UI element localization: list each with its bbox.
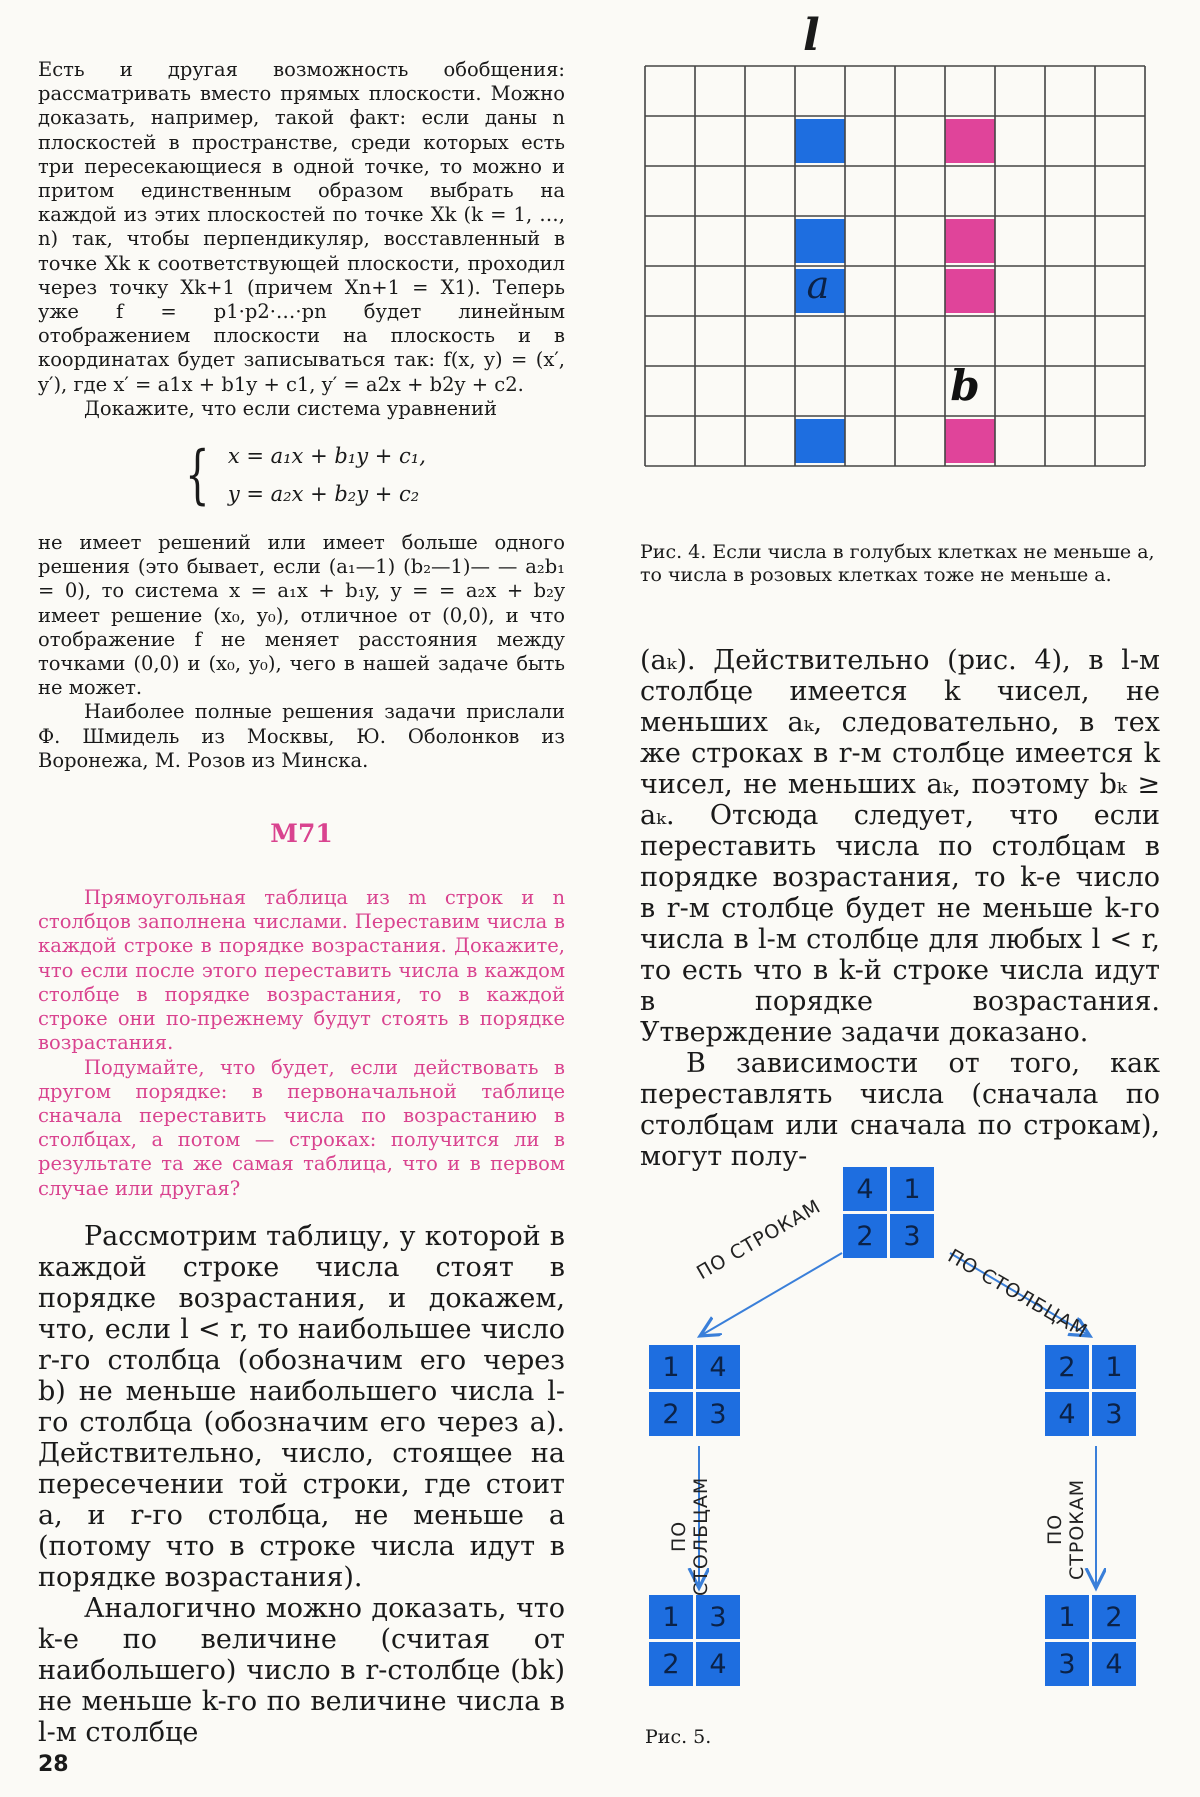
- table-cell: 3: [1045, 1642, 1089, 1686]
- table-cell: 1: [1045, 1595, 1089, 1639]
- table-cell: 1: [649, 1595, 693, 1639]
- paragraph-solvers: Наиболее полные решения задачи прислали Ф. Шмидель из Москвы, Ю. Оболонков из Воронежа, М. Розов из Минска.: [38, 700, 565, 772]
- figure-5-table-right-result: [1045, 1595, 1136, 1686]
- table-cell: 4: [843, 1167, 887, 1211]
- table-cell: 1: [890, 1167, 934, 1211]
- label-down-by-rows-1: ПО: [1044, 1513, 1066, 1546]
- figure-5-table-cols-sorted: [1045, 1345, 1136, 1436]
- problem-statement: Прямоугольная таблица из m строк и n столбцов заполнена числами. Переставим числа в каждой строке в порядке возрастания. Докажите, что если после этого переставить числа в каждом столбце в порядке возрастания, то в каждой строке они по-прежнему будут стоять в порядке возрастания.: [38, 886, 565, 1055]
- figure-4-label-a: a: [806, 263, 830, 307]
- brace-symbol: {: [185, 438, 210, 513]
- table-cell: 2: [1045, 1345, 1089, 1389]
- table-cell: 1: [1092, 1345, 1136, 1389]
- label-by-columns: ПО СТОЛБЦАМ: [944, 1245, 1092, 1343]
- label-down-by-columns-2: СТОЛБЦАМ: [690, 1476, 712, 1596]
- paragraph-solutions: не имеет решений или имеет больше одного решения (это бывает, если (a₁—1) (b₂—1)— — a₂b₁ = 0), то система x = a₁x + b₁y, y = = a₂x + b₂y имеет решение (x₀, y₀), отличное от (0,0), и что отображение f не меняет расстояния между точками (0,0) и (x₀, y₀), чего в нашей задаче быть не может.: [38, 531, 565, 700]
- table-cell: 3: [696, 1595, 740, 1639]
- table-cell: 4: [696, 1642, 740, 1686]
- problem-heading: М71: [270, 819, 333, 849]
- label-down-by-rows-2: СТРОКАМ: [1066, 1478, 1088, 1580]
- table-cell: 4: [1045, 1392, 1089, 1436]
- table-cell: 2: [649, 1392, 693, 1436]
- table-cell: 3: [1092, 1392, 1136, 1436]
- figure-5-table-left-result: [649, 1595, 740, 1686]
- table-cell: 4: [1092, 1642, 1136, 1686]
- label-down-by-columns-1: ПО: [668, 1520, 690, 1552]
- problem-question: Подумайте, что будет, если действовать в другом порядке: в первоначальной таблице сначала переставить числа по возрастанию в столбцах, а потом — строках: получится ли в результате та же самая таблица, что и в первом случае или другая?: [38, 1055, 565, 1200]
- table-cell: 4: [696, 1345, 740, 1389]
- table-cell: 2: [843, 1214, 887, 1258]
- label-down-by-rows: [1044, 1479, 1088, 1580]
- figure-4-label-b: b: [950, 361, 980, 410]
- label-by-rows: ПО СТРОКАМ: [693, 1195, 825, 1285]
- figure-4-caption: Рис. 4. Если числа в голубых клетках не меньше a, то числа в розовых клетках тоже не меньше a.: [640, 541, 1155, 586]
- figure-5-table-initial: [843, 1167, 934, 1258]
- table-cell: 3: [890, 1214, 934, 1258]
- label-down-by-columns: [668, 1477, 712, 1596]
- paragraph-prove-system: Докажите, что если система уравнений: [84, 396, 497, 420]
- page-number: 28: [38, 1752, 69, 1777]
- equation-2: y = a₂x + b₂y + c₂: [227, 482, 420, 507]
- solution-paragraph-2: Аналогично можно доказать, что k-е по величине (считая от наибольшего) число в r-столбце (bk) не меньше k-го по величине числа в l-м столбце: [38, 1592, 565, 1748]
- equation-1: x = a₁x + b₁y + c₁,: [227, 444, 426, 469]
- solution-paragraph-1: Рассмотрим таблицу, у которой в каждой строке числа стоят в порядке возрастания, и докажем, что, если l < r, то наибольшее число r-го столбца (обозначим его через b) не меньше наибольшего числа l-го столбца (обозначим его через a). Действительно, число, стоящее на пересечении той строки, где стоит a, и r-го столбца, не меньше a (потому что в строке числа идут в порядке возрастания).: [38, 1220, 565, 1593]
- figure-5-table-rows-sorted: [649, 1345, 740, 1436]
- paragraph-generalization: Есть и другая возможность обобщения: рассматривать вместо прямых плоскости. Можно доказать, например, такой факт: если даны n плоскостей в пространстве, среди которых есть три пересекающиеся в одной точке, то можно и притом единственным образом выбрать на каждой из этих плоскостей по точке Xk (k = 1, …, n) так, чтобы перпендикуляр, восставленный в точке Xk к соответствующей плоскости, проходил через точку Xk+1 (причем Xn+1 = X1). Теперь уже f = p1·p2·…·pn будет линейным отображением плоскости на плоскость и в координатах будет записываться так: f(x, y) = (x′, y′), где x′ = a1x + b1y + c1, y′ = a2x + b2y + c2.: [38, 58, 565, 396]
- table-cell: 1: [649, 1345, 693, 1389]
- table-cell: 3: [696, 1392, 740, 1436]
- table-cell: 2: [1092, 1595, 1136, 1639]
- figure-5-caption: Рис. 5.: [645, 1726, 712, 1748]
- solution-paragraph-3: (aₖ). Действительно (рис. 4), в l-м столбце имеется k чисел, не меньших aₖ, следовательно, в тех же строках в r-м столбце имеется k чисел, не меньших aₖ, поэтому bₖ ≥ aₖ. Отсюда следует, что если переставить числа по столбцам в порядке возрастания, то k-е число в r-м столбце будет не меньше k-го числа в l-м столбце для любых l < r, то есть что в k-й строке числа идут в порядке возрастания. Утверждение задачи доказано.: [640, 645, 1160, 1048]
- solution-paragraph-4: В зависимости от того, как переставлять числа (сначала по столбцам или сначала по строкам), могут полу-: [640, 1048, 1160, 1172]
- table-cell: 2: [649, 1642, 693, 1686]
- figure-4-top-label: l: [803, 10, 820, 61]
